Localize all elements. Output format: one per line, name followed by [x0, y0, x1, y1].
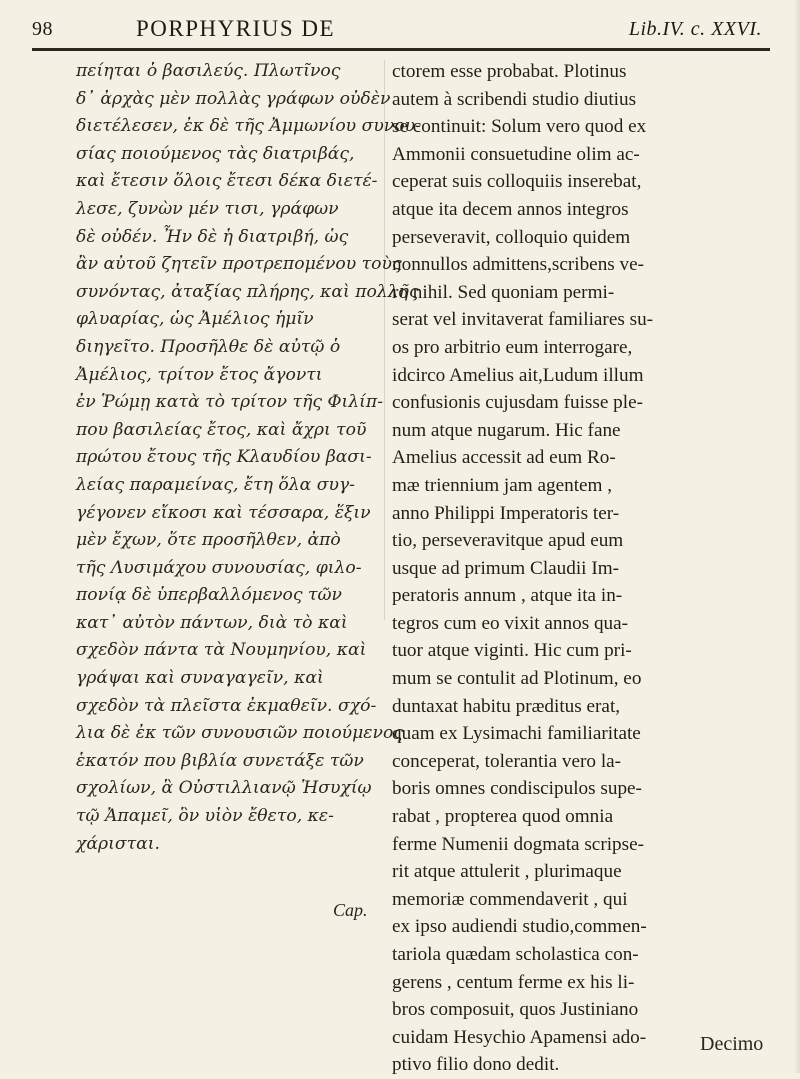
greek-line: πρώτου ἔτους τῆς Κλαυδίου βασι- — [76, 447, 372, 468]
latin-line: nonnullos admittens,scribens ve- — [392, 254, 645, 276]
latin-line: ex ipso audiendi studio,commen- — [392, 916, 647, 938]
greek-line: τῆς Λυσιμάχου συνουσίας, φιλο- — [76, 557, 362, 578]
latin-line: duntaxat habitu præditus erat, — [392, 695, 621, 717]
latin-line: bros composuit, quos Justiniano — [392, 999, 639, 1021]
greek-line: σίας ποιούμενος τὰς διατριβάς, — [76, 143, 355, 164]
latin-line: memoriæ commendaverit , qui — [392, 888, 628, 910]
latin-line: num atque nugarum. Hic fane — [392, 419, 621, 441]
greek-line: πείηται ὁ βασιλεύς. Πλωτῖνος — [76, 61, 341, 81]
greek-line: σχολίων, ἃ Οὐστιλλιανῷ Ἡσυχίῳ — [76, 778, 372, 799]
chapter-reference: Lib.IV. c. XXVI. — [628, 18, 762, 40]
latin-line: ceperat suis colloquiis inserebat, — [392, 171, 642, 193]
latin-line: tuor atque viginti. Hic cum pri- — [392, 640, 632, 662]
catchword-left: Cap. — [333, 900, 368, 920]
greek-line: διετέλεσεν, ἐκ δὲ τῆς Ἀμμωνίου συνου- — [76, 116, 421, 137]
greek-line: γέγονεν εἴκοσι καὶ τέσσαρα, ἕξιν — [76, 502, 371, 523]
greek-line: δὲ οὐδέν. Ἦν δὲ ἡ διατριβή, ὡς — [76, 226, 349, 247]
greek-line: λια δὲ ἐκ τῶν συνουσιῶν ποιούμενος — [76, 723, 403, 744]
latin-line: mæ triennium jam agentem , — [392, 474, 613, 496]
latin-line: boris omnes condiscipulos supe- — [392, 778, 642, 800]
catchword-right: Decimo — [700, 1033, 764, 1055]
greek-line: φλυαρίας, ὡς Ἀμέλιος ἡμῖν — [76, 309, 314, 330]
latin-line: rabat , propterea quod omnia — [392, 806, 614, 828]
latin-line: ro nihil. Sed quoniam permi- — [392, 281, 615, 303]
latin-line: se continuit: Solum vero quod ex — [392, 116, 647, 138]
page-header — [32, 14, 762, 44]
latin-line: perseveravit, colloquio quidem — [392, 226, 631, 248]
latin-line: Amelius accessit ad eum Ro- — [392, 447, 616, 469]
greek-line: σχεδὸν τὰ πλεῖστα ἐκμαθεῖν. σχό- — [76, 695, 377, 716]
header-rule — [32, 48, 770, 51]
greek-line: μὲν ἔχων, ὅτε προσῆλθεν, ἀπὸ — [76, 530, 341, 551]
greek-line: Ἀμέλιος, τρίτον ἔτος ἄγοντι — [76, 364, 323, 385]
latin-text-column — [392, 58, 764, 1079]
greek-line: γράψαι καὶ συναγαγεῖν, καὶ — [76, 668, 324, 689]
greek-line: ἐν Ῥώμῃ κατὰ τὸ τρίτον τῆς Φιλίπ- — [76, 392, 384, 413]
latin-line: mum se contulit ad Plotinum, eo — [392, 668, 642, 690]
latin-line: serat vel invitaverat familiares su- — [392, 309, 654, 331]
latin-line: usque ad primum Claudii Im- — [392, 557, 620, 579]
latin-line: Ammonii consuetudine olim ac- — [392, 143, 640, 165]
latin-line: idcirco Amelius ait,Ludum illum — [392, 364, 644, 386]
greek-line: κατ᾽ αὐτὸν πάντων, διὰ τὸ καὶ — [76, 612, 348, 633]
page-edge-shadow — [794, 0, 800, 1073]
latin-line: peratoris annum , atque ita in- — [392, 585, 623, 607]
latin-line: autem à scribendi studio diutius — [392, 88, 637, 110]
greek-line: δ᾽ ἀρχὰς μὲν πολλὰς γράφων οὐδὲν — [76, 88, 391, 109]
latin-line: tio, perseveravitque apud eum — [392, 530, 624, 552]
greek-line: ἑκατόν που βιβλία συνετάξε τῶν — [76, 750, 364, 771]
running-title: PORPHYRIUS DE — [136, 16, 336, 41]
greek-line: που βασιλείας ἔτος, καὶ ἄχρι τοῦ — [76, 419, 367, 440]
greek-line: τῷ Ἀπαμεῖ, ὃν υἱὸν ἔθετο, κε- — [76, 806, 334, 827]
page-number: 98 — [32, 18, 53, 40]
latin-line: tariola quædam scholastica con- — [392, 944, 639, 965]
latin-line: ptivo filio dono dedit. — [392, 1054, 560, 1076]
latin-line: atque ita decem annos integros — [392, 198, 629, 220]
greek-line: διηγεῖτο. Προσῆλθε δὲ αὐτῷ ὁ — [76, 336, 341, 357]
greek-text-column — [76, 58, 421, 858]
latin-line: quam ex Lysimachi familiaritate — [392, 723, 641, 745]
greek-line: λεσε, ζυνὼν μέν τισι, γράφων — [76, 198, 339, 219]
greek-line: ἂν αὐτοῦ ζητεῖν προτρεπομένου τοὺς — [76, 254, 402, 275]
latin-line: os pro arbitrio eum interrogare, — [392, 336, 633, 358]
latin-line: anno Philippi Imperatoris ter- — [392, 502, 620, 524]
greek-line: συνόντας, ἀταξίας πλήρης, καὶ πολλῆς — [76, 281, 419, 302]
greek-line: σχεδὸν πάντα τὰ Νουμηνίου, καὶ — [76, 640, 367, 661]
column-gutter — [384, 60, 385, 620]
latin-line: conceperat, tolerantia vero la- — [392, 750, 622, 772]
greek-line: πονίᾳ δὲ ὑπερβαλλόμενος τῶν — [76, 585, 342, 606]
latin-line: ferme Numenii dogmata scripse- — [392, 833, 645, 855]
latin-line: rit atque attulerit , plurimaque — [392, 861, 622, 883]
greek-line: καὶ ἔτεσιν ὅλοις ἔτεσι δέκα διετέ- — [76, 171, 378, 192]
latin-line: ctorem esse probabat. Plotinus — [392, 61, 627, 82]
latin-line: cuidam Hesychio Apamensi ado- — [392, 1026, 647, 1048]
greek-line: χάρισται. — [76, 833, 160, 854]
greek-line: λείας παραμείνας, ἔτη ὅλα συγ- — [76, 474, 355, 495]
latin-line: confusionis cujusdam fuisse ple- — [392, 392, 643, 414]
latin-line: gerens , centum ferme ex his li- — [392, 971, 635, 993]
latin-line: tegros cum eo vixit annos qua- — [392, 612, 629, 634]
